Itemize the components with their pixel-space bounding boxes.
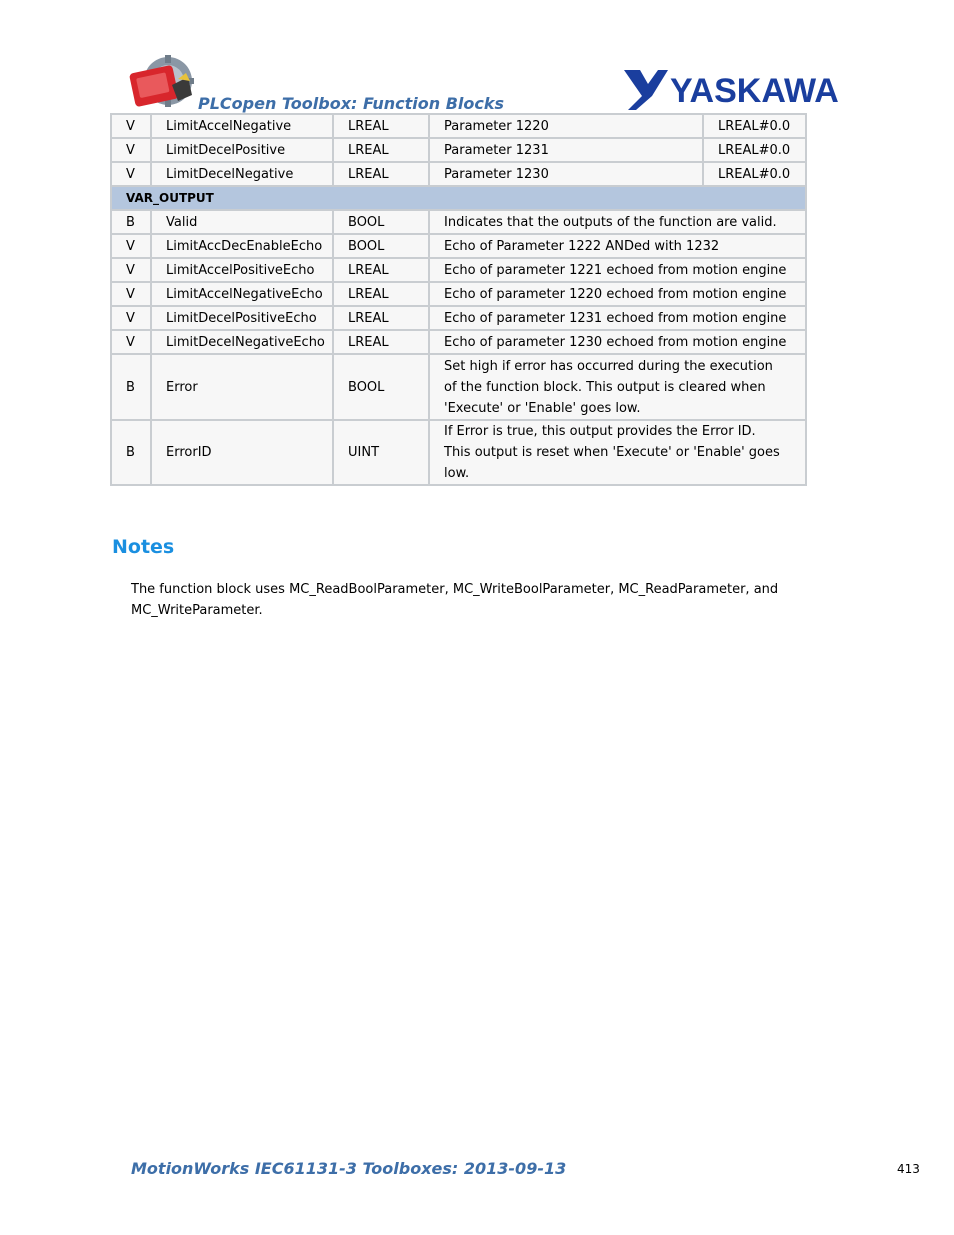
cell-type: LREAL (333, 258, 429, 282)
cell-attr: V (111, 282, 151, 306)
table-row (111, 210, 806, 234)
cell-attr: V (111, 306, 151, 330)
cell-name: ErrorID (151, 420, 333, 485)
cell-default: LREAL#0.0 (703, 138, 806, 162)
cell-name: LimitAccelNegative (151, 114, 333, 138)
cell-type: LREAL (333, 138, 429, 162)
cell-attr: V (111, 234, 151, 258)
cell-description: Echo of parameter 1231 echoed from motion engine (429, 306, 806, 330)
table-row (111, 114, 806, 138)
table-row (111, 306, 806, 330)
plcopen-toolbox-logo-icon (128, 55, 200, 111)
parameter-table (110, 113, 807, 486)
cell-default: LREAL#0.0 (703, 162, 806, 186)
cell-name: LimitDecelPositive (151, 138, 333, 162)
table-row (111, 354, 806, 420)
cell-attr: B (111, 420, 151, 485)
cell-type: LREAL (333, 282, 429, 306)
cell-description: Echo of parameter 1220 echoed from motion engine (429, 282, 806, 306)
table-row (111, 330, 806, 354)
cell-type: LREAL (333, 114, 429, 138)
cell-description: Echo of Parameter 1222 ANDed with 1232 (429, 234, 806, 258)
table-row (111, 258, 806, 282)
cell-description: Parameter 1231 (429, 138, 703, 162)
page-number: 413 (897, 1162, 920, 1176)
cell-description: Set high if error has occurred during the execution of the function block. This output is cleared when 'Execute' or 'Enable' goes low. (429, 354, 806, 420)
cell-name: LimitDecelNegative (151, 162, 333, 186)
table-row (111, 234, 806, 258)
cell-type: BOOL (333, 210, 429, 234)
section-header-row (111, 186, 806, 210)
cell-description: Parameter 1230 (429, 162, 703, 186)
cell-default: LREAL#0.0 (703, 114, 806, 138)
cell-type: LREAL (333, 306, 429, 330)
notes-heading: Notes (112, 536, 175, 558)
cell-description: Echo of parameter 1221 echoed from motion engine (429, 258, 806, 282)
cell-attr: V (111, 138, 151, 162)
cell-attr: V (111, 258, 151, 282)
cell-name: Valid (151, 210, 333, 234)
cell-type: LREAL (333, 330, 429, 354)
cell-name: LimitAccDecEnableEcho (151, 234, 333, 258)
cell-name: Error (151, 354, 333, 420)
cell-description: Parameter 1220 (429, 114, 703, 138)
brand-name: YASKAWA (670, 72, 839, 110)
cell-description: Indicates that the outputs of the function are valid. (429, 210, 806, 234)
cell-description: Echo of parameter 1230 echoed from motion engine (429, 330, 806, 354)
cell-type: BOOL (333, 234, 429, 258)
cell-type: BOOL (333, 354, 429, 420)
header-title: PLCopen Toolbox: Function Blocks (198, 94, 505, 113)
yaskawa-logo (622, 66, 844, 112)
cell-attr: B (111, 354, 151, 420)
notes-body: The function block uses MC_ReadBoolParameter, MC_WriteBoolParameter, MC_ReadParameter, and MC_WriteParameter. (131, 582, 779, 618)
cell-name: LimitAccelNegativeEcho (151, 282, 333, 306)
cell-description: If Error is true, this output provides the Error ID. This output is reset when 'Execute' or 'Enable' goes low. (429, 420, 806, 485)
cell-type: UINT (333, 420, 429, 485)
footer-title: MotionWorks IEC61131-3 Toolboxes: 2013-09-13 (131, 1159, 567, 1178)
cell-attr: V (111, 114, 151, 138)
cell-attr: B (111, 210, 151, 234)
cell-name: LimitAccelPositiveEcho (151, 258, 333, 282)
cell-attr: V (111, 330, 151, 354)
cell-name: LimitDecelPositiveEcho (151, 306, 333, 330)
cell-name: LimitDecelNegativeEcho (151, 330, 333, 354)
table-row (111, 138, 806, 162)
section-header: VAR_OUTPUT (111, 186, 806, 210)
cell-type: LREAL (333, 162, 429, 186)
table-row (111, 420, 806, 485)
table-row (111, 282, 806, 306)
table-row (111, 162, 806, 186)
cell-attr: V (111, 162, 151, 186)
